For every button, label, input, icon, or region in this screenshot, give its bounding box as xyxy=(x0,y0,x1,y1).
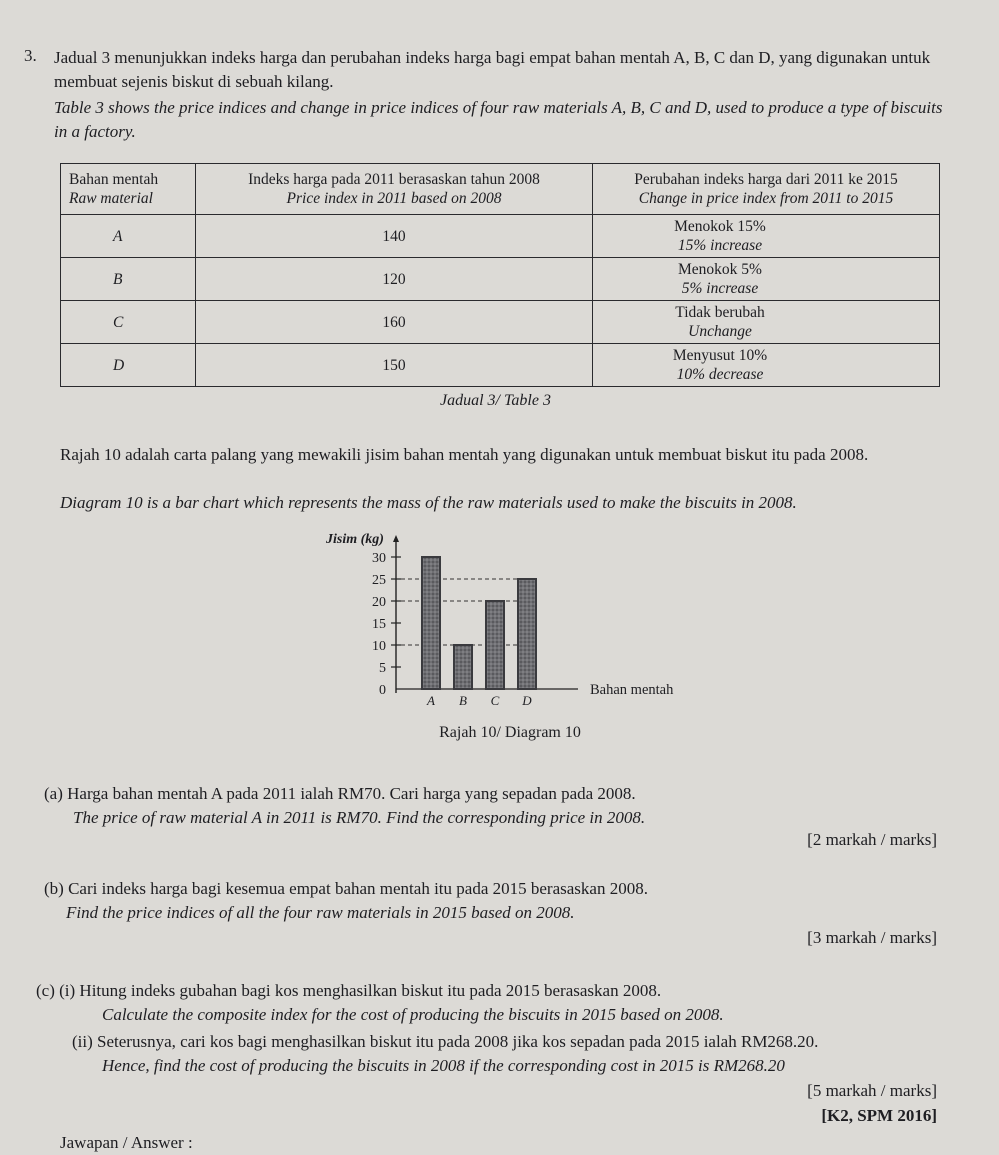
header-price-index-ms: Indeks harga pada 2011 berasaskan tahun 2008 xyxy=(248,171,540,188)
y-tick-label: 20 xyxy=(372,595,386,610)
table-row xyxy=(61,215,940,258)
y-tick-label: 5 xyxy=(379,661,386,676)
part-b-malay: (b) Cari indeks harga bagi kesemua empat bahan mentah itu pada 2015 berasaskan 2008. xyxy=(44,879,648,898)
question-number: 3. xyxy=(24,46,37,65)
change-ms: Menokok 5% xyxy=(678,261,762,278)
question-intro-malay: Jadual 3 menunjukkan indeks harga dan perubahan indeks harga bagi empat bahan mentah A, B, C dan D, yang digunakan untuk membuat sejenis biskut di sebuah kilang. xyxy=(54,48,931,91)
x-tick-label: B xyxy=(459,693,467,708)
bar-c xyxy=(486,601,504,689)
part-a-marks: [2 markah / marks] xyxy=(807,830,937,849)
y-tick-label: 10 xyxy=(372,639,386,654)
source-reference: [K2, SPM 2016] xyxy=(821,1106,937,1125)
part-a-malay: (a) Harga bahan mentah A pada 2011 ialah RM70. Cari harga yang sepadan pada 2008. xyxy=(44,784,636,803)
header-raw-material xyxy=(61,164,196,215)
index-cell: 150 xyxy=(196,344,593,387)
header-change-en: Change in price index from 2011 to 2015 xyxy=(638,190,894,207)
question-intro-english: Table 3 shows the price indices and change in price indices of four raw materials A, B, C and D, used to produce a type of biscuits in a factory. xyxy=(54,98,943,141)
header-raw-material-ms: Bahan mentah xyxy=(69,171,159,188)
index-cell: 140 xyxy=(196,215,593,258)
change-cell xyxy=(593,215,940,258)
change-cell xyxy=(593,258,940,301)
header-price-index-en: Price index in 2011 based on 2008 xyxy=(286,190,502,207)
chart-caption: Rajah 10/ Diagram 10 xyxy=(439,724,581,741)
part-c-i-english: Calculate the composite index for the cost of producing the biscuits in 2015 based on 2008. xyxy=(102,1005,724,1024)
y-tick-label: 30 xyxy=(372,551,386,566)
header-price-index xyxy=(196,164,593,215)
material-cell: B xyxy=(61,258,196,301)
x-tick-label: D xyxy=(522,693,532,708)
x-axis-label: Bahan mentah xyxy=(590,682,674,698)
diagram-intro-english: Diagram 10 is a bar chart which represents the mass of the raw materials used to make the biscuits in 2008. xyxy=(60,493,797,512)
table-row xyxy=(61,344,940,387)
material-cell: C xyxy=(61,301,196,344)
part-c-ii-english: Hence, find the cost of producing the biscuits in 2008 if the corresponding cost in 2015 is RM268.20 xyxy=(102,1056,785,1075)
x-tick-label: C xyxy=(490,693,500,708)
material-cell: D xyxy=(61,344,196,387)
table-row xyxy=(61,258,940,301)
answer-label: Jawapan / Answer : xyxy=(60,1133,193,1152)
change-en: 15% increase xyxy=(677,237,763,254)
y-axis-label: Jisim (kg) xyxy=(326,532,384,547)
part-c-ii-malay: (ii) Seterusnya, cari kos bagi menghasilkan biskut itu pada 2008 jika kos sepadan pada 2015 ialah RM268.20. xyxy=(72,1032,819,1051)
header-change xyxy=(593,164,940,215)
index-cell: 120 xyxy=(196,258,593,301)
y-tick-label: 15 xyxy=(372,617,386,632)
price-index-table xyxy=(60,163,940,387)
bar-a xyxy=(422,557,440,689)
part-b-marks: [3 markah / marks] xyxy=(807,928,937,947)
bar-d xyxy=(518,579,536,689)
material-cell: A xyxy=(61,215,196,258)
change-ms: Tidak berubah xyxy=(675,304,765,321)
bar-b xyxy=(454,645,472,689)
part-a-english: The price of raw material A in 2011 is RM70. Find the corresponding price in 2008. xyxy=(73,808,646,827)
header-raw-material-en: Raw material xyxy=(69,190,153,207)
index-cell: 160 xyxy=(196,301,593,344)
change-ms: Menokok 15% xyxy=(674,218,766,235)
y-tick-label: 0 xyxy=(379,683,386,698)
change-en: 5% increase xyxy=(681,280,759,297)
part-b-english: Find the price indices of all the four raw materials in 2015 based on 2008. xyxy=(66,903,575,922)
diagram-intro-malay: Rajah 10 adalah carta palang yang mewakili jisim bahan mentah yang digunakan untuk membuat biskut itu pada 2008. xyxy=(60,445,869,464)
y-tick-label: 25 xyxy=(372,573,386,588)
part-c-i-malay: (c) (i) Hitung indeks gubahan bagi kos menghasilkan biskut itu pada 2015 berasaskan 2008. xyxy=(36,981,662,1000)
change-ms: Menyusut 10% xyxy=(672,347,768,364)
y-axis-arrow xyxy=(393,535,399,542)
change-en: Unchange xyxy=(688,323,752,340)
header-change-ms: Perubahan indeks harga dari 2011 ke 2015 xyxy=(634,171,898,188)
change-en: 10% decrease xyxy=(676,366,764,383)
x-tick-label: A xyxy=(427,693,435,708)
table-row xyxy=(61,301,940,344)
change-cell xyxy=(593,344,940,387)
table-caption: Jadual 3/ Table 3 xyxy=(440,392,551,409)
bar-chart xyxy=(320,525,700,755)
table-header-row xyxy=(61,164,940,215)
part-c-marks: [5 markah / marks] xyxy=(807,1081,937,1100)
change-cell xyxy=(593,301,940,344)
